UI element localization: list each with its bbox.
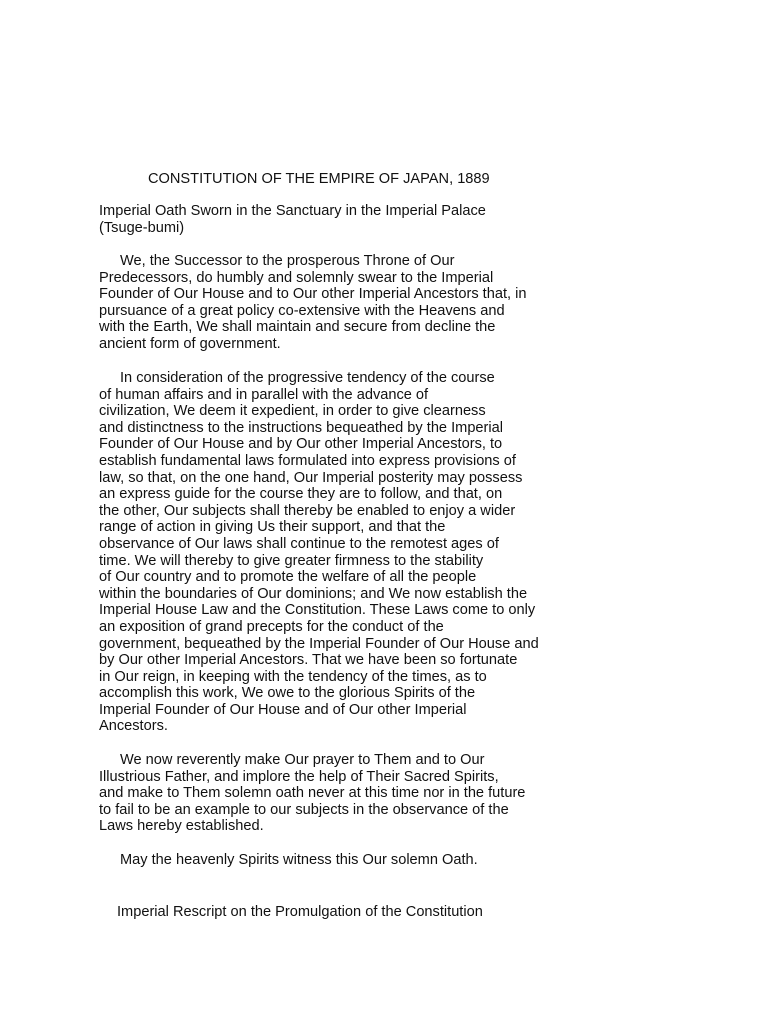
paragraph-line: civilization, We deem it expedient, in order to give clearness (99, 403, 486, 420)
paragraph-line: with the Earth, We shall maintain and secure from decline the (99, 319, 496, 336)
paragraph-line: pursuance of a great policy co-extensive with the Heavens and (99, 302, 505, 319)
paragraph-line: range of action in giving Us their support, and that the (99, 519, 446, 536)
paragraph-line: Illustrious Father, and implore the help of Their Sacred Spirits, (99, 768, 499, 785)
paragraph-line: government, bequeathed by the Imperial Founder of Our House and (99, 635, 539, 652)
paragraph-line: an exposition of grand precepts for the conduct of the (99, 618, 444, 635)
paragraph-2 (99, 370, 619, 735)
paragraph-line: of Our country and to promote the welfare of all the people (99, 569, 477, 586)
paragraph-line: and distinctness to the instructions bequeathed by the Imperial (99, 419, 504, 436)
oath-heading (99, 203, 619, 236)
paragraph-line: observance of Our laws shall continue to the remotest ages of (99, 535, 499, 552)
paragraph-line: Founder of Our House and by Our other Imperial Ancestors, to (99, 436, 503, 453)
paragraph-line: In consideration of the progressive tendency of the course (120, 370, 495, 386)
paragraph-line: of human affairs and in parallel with the advance of (99, 386, 429, 403)
paragraph-line: May the heavenly Spirits witness this Our solemn Oath. (120, 852, 478, 868)
paragraph-line: in Our reign, in keeping with the tendency of the times, as to (99, 668, 487, 685)
paragraph-line: Ancestors. (99, 718, 168, 735)
paragraph-line: ancient form of government. (99, 335, 281, 352)
paragraph-line: Laws hereby established. (99, 818, 264, 835)
paragraph-line: We, the Successor to the prosperous Throne of Our (120, 253, 455, 269)
paragraph-line: Founder of Our House and to Our other Imperial Ancestors that, in (99, 286, 527, 303)
oath-heading-line: Imperial Oath Sworn in the Sanctuary in the Imperial Palace (99, 203, 486, 219)
document-title: CONSTITUTION OF THE EMPIRE OF JAPAN, 1889 (148, 171, 490, 187)
paragraph-line: Imperial House Law and the Constitution. These Laws come to only (99, 602, 536, 619)
paragraph-line: within the boundaries of Our dominions; and We now establish the (99, 585, 528, 602)
paragraph-line: to fail to be an example to our subjects in the observance of the (99, 801, 509, 818)
paragraph-line: time. We will thereby to give greater firmness to the stability (99, 552, 484, 569)
paragraph-line: the other, Our subjects shall thereby be enabled to enjoy a wider (99, 502, 516, 519)
paragraph-line: law, so that, on the one hand, Our Imperial posterity may possess (99, 469, 523, 486)
paragraph-line: establish fundamental laws formulated into express provisions of (99, 452, 516, 469)
paragraph-line: accomplish this work, We owe to the glorious Spirits of the (99, 685, 476, 702)
paragraph-line: and make to Them solemn oath never at this time nor in the future (99, 785, 526, 802)
paragraph-1 (99, 253, 619, 353)
paragraph-line: We now reverently make Our prayer to Them and to Our (120, 752, 485, 768)
paragraph-line: Predecessors, do humbly and solemnly swear to the Imperial (99, 269, 494, 286)
paragraph-4 (99, 852, 619, 869)
paragraph-3 (99, 752, 619, 835)
paragraph-line: an express guide for the course they are to follow, and that, on (99, 486, 503, 503)
rescript-heading: Imperial Rescript on the Promulgation of the Constitution (117, 904, 483, 920)
oath-heading-line: (Tsuge-bumi) (99, 219, 185, 236)
paragraph-line: Imperial Founder of Our House and of Our other Imperial (99, 701, 467, 718)
paragraph-line: by Our other Imperial Ancestors. That we have been so fortunate (99, 652, 518, 669)
